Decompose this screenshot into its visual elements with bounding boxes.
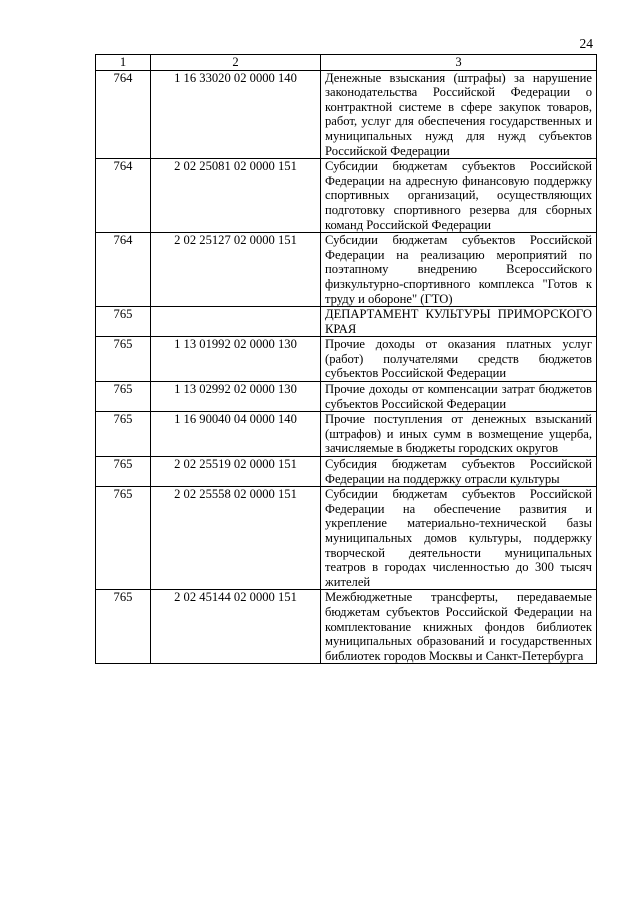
revenue-code-cell: 2 02 25519 02 0000 151: [151, 457, 321, 487]
admin-code-cell: 764: [96, 159, 151, 233]
table-row: [96, 159, 597, 233]
revenue-code-cell: 1 16 33020 02 0000 140: [151, 70, 321, 159]
revenue-name-cell: Прочие доходы от компенсации затрат бюджетов субъектов Российской Федерации: [321, 382, 597, 412]
header-col-3: 3: [321, 55, 597, 71]
table-row-department: [96, 307, 597, 337]
table-row: [96, 487, 597, 590]
admin-code-cell: 765: [96, 590, 151, 664]
revenue-code-cell: 2 02 25127 02 0000 151: [151, 233, 321, 307]
revenue-name-cell: Межбюджетные трансферты, передаваемые бюджетам субъектов Российской Федерации на комплектование книжных фондов библиотек муниципальных образований и государственных библиотек городов Москвы и Санкт-Петербурга: [321, 590, 597, 664]
revenue-code-cell: 2 02 45144 02 0000 151: [151, 590, 321, 664]
revenue-name-cell: Субсидия бюджетам субъектов Российской Федерации на поддержку отрасли культуры: [321, 457, 597, 487]
header-col-2: 2: [151, 55, 321, 71]
revenue-name-cell: Денежные взыскания (штрафы) за нарушение законодательства Российской Федерации о контрактной системе в сфере закупок товаров, работ, услуг для обеспечения государственных и муниципальных нужд для нужд субъектов Российской Федерации: [321, 70, 597, 159]
revenue-codes-table: [95, 54, 597, 664]
table-row: [96, 70, 597, 159]
admin-code-cell: 765: [96, 382, 151, 412]
revenue-code-cell: 1 13 01992 02 0000 130: [151, 337, 321, 382]
admin-code-cell: 765: [96, 412, 151, 457]
revenue-name-cell: Субсидии бюджетам субъектов Российской Федерации на реализацию мероприятий по поэтапному внедрению Всероссийского физкультурно-спортивного комплекса "Готов к труду и обороне" (ГТО): [321, 233, 597, 307]
table-row: [96, 457, 597, 487]
admin-code-cell: 765: [96, 457, 151, 487]
table-header-row: [96, 55, 597, 71]
revenue-code-cell: 2 02 25081 02 0000 151: [151, 159, 321, 233]
page-number: 24: [579, 36, 593, 51]
admin-code-cell: 765: [96, 307, 151, 337]
revenue-name-cell: Субсидии бюджетам субъектов Российской Федерации на обеспечение развития и укрепление материально-технической базы муниципальных домов культуры, поддержку творческой деятельности муниципальных театров в городах численностью до 300 тысяч жителей: [321, 487, 597, 590]
revenue-code-cell: 1 16 90040 04 0000 140: [151, 412, 321, 457]
revenue-code-cell: 2 02 25558 02 0000 151: [151, 487, 321, 590]
revenue-name-cell: Субсидии бюджетам субъектов Российской Федерации на адресную финансовую поддержку спортивных организаций, осуществляющих подготовку спортивного резерва для сборных команд Российской Федерации: [321, 159, 597, 233]
revenue-code-cell: [151, 307, 321, 337]
admin-code-cell: 764: [96, 233, 151, 307]
table-row: [96, 233, 597, 307]
admin-code-cell: 764: [96, 70, 151, 159]
header-col-1: 1: [96, 55, 151, 71]
table-row: [96, 412, 597, 457]
revenue-name-cell: Прочие доходы от оказания платных услуг (работ) получателями средств бюджетов субъектов Российской Федерации: [321, 337, 597, 382]
admin-code-cell: 765: [96, 487, 151, 590]
department-name-cell: ДЕПАРТАМЕНТ КУЛЬТУРЫ ПРИМОРСКОГО КРАЯ: [321, 307, 597, 337]
table-row: [96, 337, 597, 382]
revenue-code-cell: 1 13 02992 02 0000 130: [151, 382, 321, 412]
revenue-name-cell: Прочие поступления от денежных взысканий (штрафов) и иных сумм в возмещение ущерба, зачисляемые в бюджеты городских округов: [321, 412, 597, 457]
admin-code-cell: 765: [96, 337, 151, 382]
table-row: [96, 590, 597, 664]
table-row: [96, 382, 597, 412]
